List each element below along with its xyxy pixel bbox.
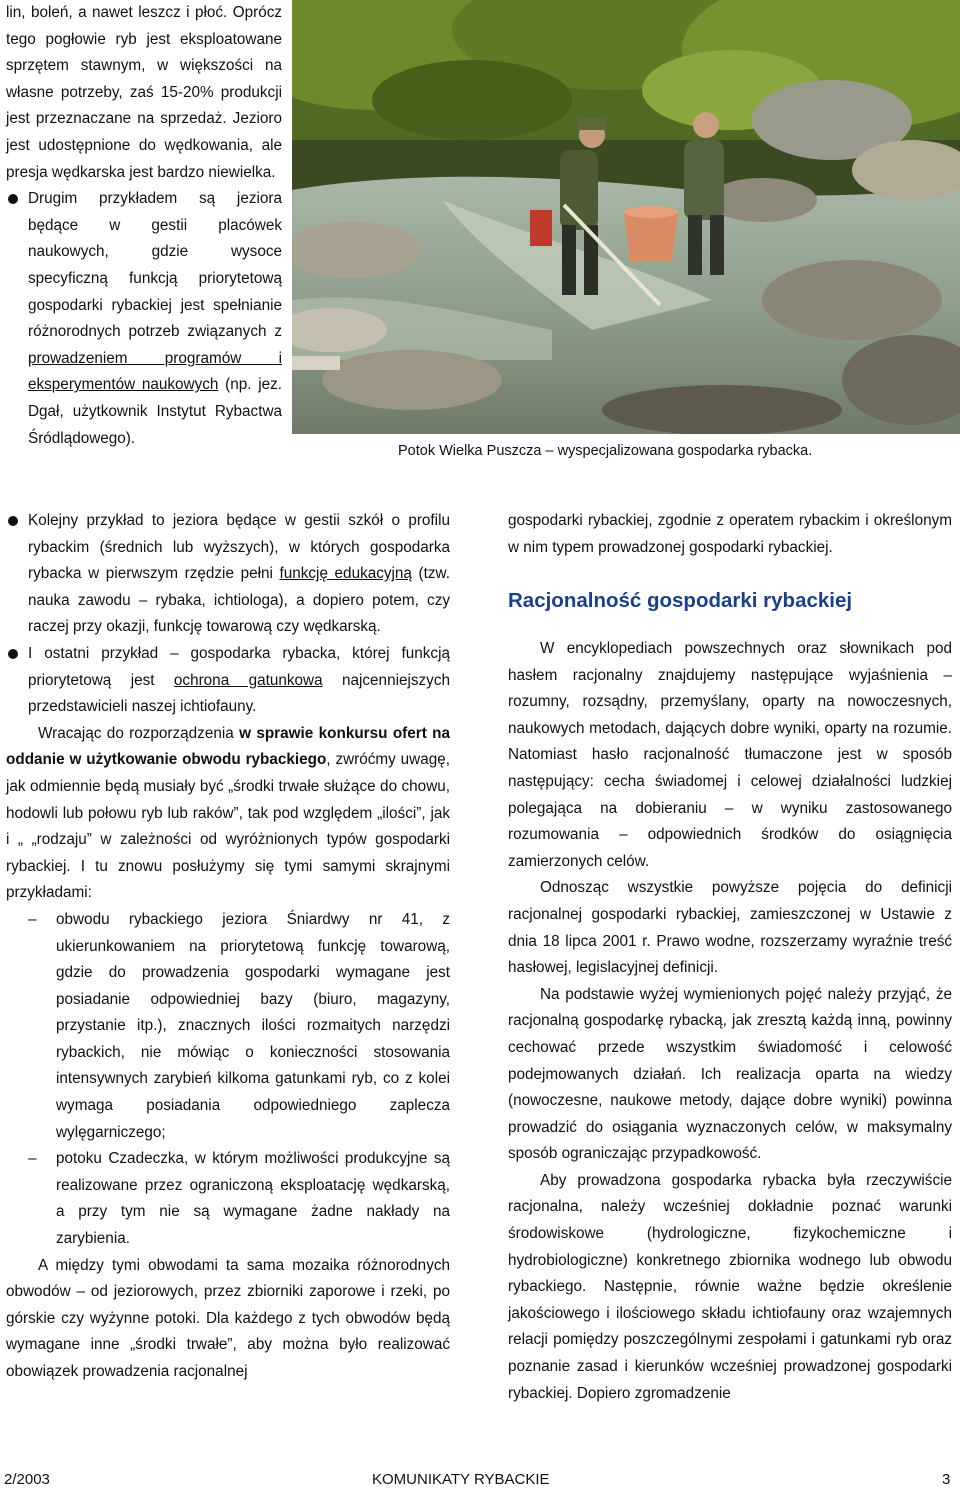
footer-journal-title: KOMUNIKATY RYBACKIE <box>372 1471 550 1488</box>
paragraph: W encyklopediach powszechnych oraz słownikach pod hasłem racjonalny znajdujemy następujące wyjaśnienia – rozumny, rozsądny, przemyślany, oparty na nowoczesnych, naukowych metodach, dających dobre wyniki, oparty na rozumie. Natomiast hasło racjonalność tłumaczone jest w sposób następujący: cecha świadomej i celowej działalności ludzkiej polegająca na dobieraniu – w wyniku zastosowanego rozumowania – odpowiednich środków do osiągnięcia zamierzonych celów. <box>508 640 952 870</box>
text: Wracając do rozporządzenia <box>38 724 240 742</box>
dash-icon: – <box>28 910 37 928</box>
paragraph: Aby prowadzona gospodarka rybacka była rzeczywiście racjonalna, należy wcześniej dokładnie poznać warunki środowiskowe (hydrologiczne, fizykochemiczne i hydrobiologiczne) konkretnego zbiornika wodnego lub obwodu rybackiego. Następnie, równie ważne będzie określenie jakościowego i ilościowego składu ichtiofauny oraz wzajemnych relacji pomiędzy poszczególnymi zespołami i gatunkami ryb oraz poznanie zasad i kierunków wcześniej prowadzonej gospodarki rybackiej. Dopiero zgromadzenie <box>508 1171 952 1402</box>
bullet-item <box>6 508 450 641</box>
left-column-bottom <box>6 508 450 1386</box>
paragraph: Odnosząc wszystkie powyższe pojęcia do definicji racjonalnej gospodarki rybackiej, zamieszczonej w Ustawie z dnia 18 lipca 2001 r. Prawo wodne, rozszerzamy wyraźnie treść hasłowej, legislacyjnej definicji. <box>508 879 952 977</box>
text: , zwróćmy uwagę, jak odmiennie będą musiały być „środki trwałe służące do chowu, hodowli lub połowu ryb lub raków”, tak pod względem „ilości”, jak i „ „rodzaju” w zależności od wyróżnionych typów gospodarki rybackiej. I tu znowu posłużymy się tymi samymi skrajnymi przykładami: <box>6 751 450 902</box>
section-heading: Racjonalność gospodarki rybackiej <box>508 589 853 612</box>
text: (tzw. nauka zawodu – rybaka, ichtiologa), a dopiero potem, czy raczej przy okazji, funkcję towarową czy wędkarską. <box>28 565 450 636</box>
underlined-text: prowadzeniem programów i eksperymentów naukowych <box>28 349 282 394</box>
bullet-item <box>6 641 450 721</box>
text: obwodu rybackiego jeziora Śniardwy nr 41, z ukierunkowaniem na priorytetową funkcję towarową, gdzie do prowadzenia gospodarki wymagane jest posiadanie odpowiedniej bazy (biuro, magazyny, przystanie itp.), znacznych ilości rozmaitych narzędzi rybackich, nie mówiąc o konieczności stosowania intensywnych zarybień kilkoma gatunkami ryb, co z kolei wymaga posiadania odpowiedniego zaplecza wylęgarniczego; <box>56 910 450 1141</box>
photo-caption: Potok Wielka Puszcza – wyspecjalizowana gospodarka rybacka. <box>398 443 813 459</box>
text: Drugim przykładem są jeziora będące w gestii placówek naukowych, gdzie wysoce specyficzną funkcją priorytetową gospodarki rybackiej jest spełnianie różnorodnych potrzeb związanych z <box>28 190 282 341</box>
stream-fishing-photo <box>292 0 960 434</box>
left-column-top <box>6 0 282 452</box>
paragraph <box>6 721 450 907</box>
dash-item <box>6 907 450 1146</box>
paragraph: lin, boleń, a nawet leszcz i płoć. Oprócz tego pogłowie ryb jest eksploatowane sprzętem stawnym, w większości na własne potrzeby, zaś 15-20% produkcji jest przeznaczane na sprzedaż. Jezioro jest udostępnione do wędkowania, ale presja wędkarska jest bardzo niewielka. <box>6 4 282 181</box>
photo-illustration <box>292 0 960 434</box>
paragraph: A między tymi obwodami ta sama mozaika różnorodnych obwodów – od jeziorowych, przez zbiorniki zaporowe i rzeki, po górskie czy wyżynne potoki. Dla każdego z tych obwodów będą wymagane inne „środki trwałe”, aby można było realizować obowiązek prowadzenia racjonalnej <box>6 1256 450 1380</box>
bullet-icon <box>8 649 18 659</box>
dash-item <box>6 1146 450 1252</box>
text: I ostatni przykład – gospodarka rybacka, której funkcją priorytetową jest <box>28 644 450 689</box>
text: potoku Czadeczka, w którym możliwości produkcyjne są realizowane przez ograniczoną eksploatację wędkarską, a przy tym nie są wymagane żadne nakłady na zarybienia. <box>56 1150 450 1248</box>
right-column-body <box>508 636 952 1407</box>
underlined-text: ochrona gatunkowa <box>173 671 323 689</box>
footer-issue: 2/2003 <box>4 1471 50 1488</box>
bullet-icon <box>8 194 18 204</box>
paragraph: gospodarki rybackiej, zgodnie z operatem rybackim i określonym w nim typem prowadzonej gospodarki rybackiej. <box>508 512 952 556</box>
footer-page-number: 3 <box>942 1471 951 1488</box>
text: Kolejny przykład to jeziora będące w gestii szkół o profilu rybackim (średnich lub wyższych), w których gospodarka rybacka w pierwszym rzędzie pełni <box>28 512 450 583</box>
text: najcenniejszych przedstawicieli naszej ichtiofauny. <box>28 671 450 716</box>
bullet-item <box>6 186 282 452</box>
underlined-text: funkcję edukacyjną <box>279 565 412 583</box>
dash-icon: – <box>28 1150 37 1168</box>
bullet-icon <box>8 516 18 526</box>
paragraph: Na podstawie wyżej wymienionych pojęć należy przyjąć, że racjonalną gospodarkę rybacką, jak zresztą każdą inną, powinny cechować przede wszystkim świadomość i celowość podejmowanych działań. Ich realizacja oparta na wiedzy (nowoczesne, naukowe metody, dające dobre wyniki) powinna prowadzić do osiągania wyznaczonych celów, w maksymalny sposób ograniczając przypadkowość. <box>508 985 952 1163</box>
right-column-top <box>508 508 952 561</box>
text: (np. jez. Dgał, użytkownik Instytut Rybactwa Śródlądowego). <box>28 376 283 447</box>
bold-text: w sprawie konkursu ofert na oddanie w użytkowanie obwodu rybackiego <box>6 724 450 769</box>
